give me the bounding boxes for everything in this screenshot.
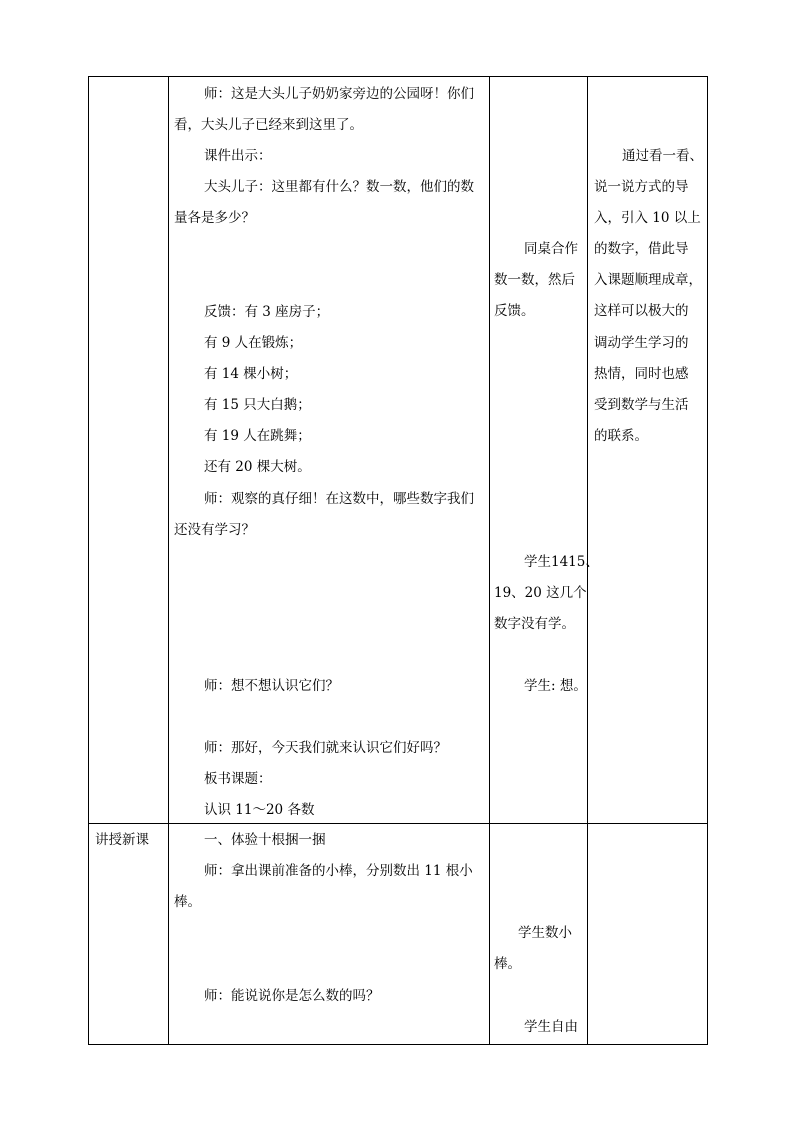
teacher-line: 认识 11～20 各数	[204, 802, 315, 818]
teacher-line: 课件出示：	[204, 148, 272, 164]
intent-line: 入课题顺理成章，	[594, 272, 702, 288]
teacher-line: 还没有学习？	[174, 522, 255, 538]
teacher-line: 还有 20 棵大树。	[204, 459, 311, 475]
intent-line: 的联系。	[594, 428, 648, 444]
design-intent-cell	[588, 824, 708, 1045]
teacher-activity-cell	[169, 77, 490, 824]
intent-line: 热情，同时也感	[594, 366, 689, 382]
teacher-line: 量各是多少？	[174, 210, 255, 226]
teacher-line: 有 14 棵小树；	[204, 366, 298, 382]
intent-line: 受到数学与生活	[594, 397, 689, 413]
student-line: 棒。	[494, 956, 521, 972]
teacher-line: 师：那好，今天我们就来认识它们好吗？	[204, 740, 447, 756]
student-line: 学生自由	[524, 1019, 578, 1035]
category-cell	[89, 77, 169, 824]
teacher-line: 师：观察的真仔细！在这数中，哪些数字我们	[204, 491, 474, 507]
teacher-line: 大头儿子：这里都有什么？数一数，他们的数	[204, 179, 474, 195]
teacher-line: 看，大头儿子已经来到这里了。	[174, 117, 363, 133]
student-activity-cell	[490, 77, 599, 824]
teacher-line: 有 15 只大白鹅；	[204, 397, 311, 413]
intent-line: 入，引入 10 以上	[594, 210, 701, 226]
student-line: 学生: 想。	[524, 678, 587, 694]
lesson-plan-table	[88, 76, 708, 1045]
student-line: 数一数，然后	[494, 272, 575, 288]
intent-line: 通过看一看、	[622, 148, 703, 164]
teacher-activity-cell	[169, 824, 490, 1045]
intent-line: 的数字，借此导	[594, 241, 689, 257]
intent-line: 调动学生学习的	[594, 335, 689, 351]
teacher-line: 师：想不想认识它们？	[204, 678, 339, 694]
teacher-line: 一、体验十根捆一捆	[204, 832, 326, 848]
student-line: 学生1415、	[524, 554, 599, 570]
teacher-line: 有 9 人在锻炼；	[204, 335, 303, 351]
student-line: 数字没有学。	[494, 616, 575, 632]
category-cell	[89, 824, 169, 1045]
teacher-line: 有 19 人在跳舞；	[204, 428, 311, 444]
student-line: 19、20 这几个	[494, 585, 587, 601]
teacher-line: 板书课题：	[204, 771, 272, 787]
student-line: 学生数小	[518, 925, 572, 941]
design-intent-cell	[588, 77, 708, 824]
table-row-intro	[89, 77, 708, 824]
teacher-line: 师：能说说你是怎么数的吗？	[204, 988, 380, 1004]
teacher-line: 棒。	[174, 894, 201, 910]
teacher-line: 师：拿出课前准备的小棒，分别数出 11 根小	[204, 863, 473, 879]
intent-line: 这样可以极大的	[594, 303, 689, 319]
intent-line: 说一说方式的导	[594, 179, 689, 195]
teacher-line: 师：这是大头儿子奶奶家旁边的公园呀！你们	[204, 86, 474, 102]
table-row-new-lesson	[89, 824, 708, 1045]
category-label: 讲授新课	[95, 832, 149, 848]
student-activity-cell	[490, 824, 588, 1045]
teacher-line: 反馈：有 3 座房子；	[204, 304, 330, 320]
student-line: 同桌合作	[524, 241, 578, 257]
student-line: 反馈。	[494, 303, 535, 319]
